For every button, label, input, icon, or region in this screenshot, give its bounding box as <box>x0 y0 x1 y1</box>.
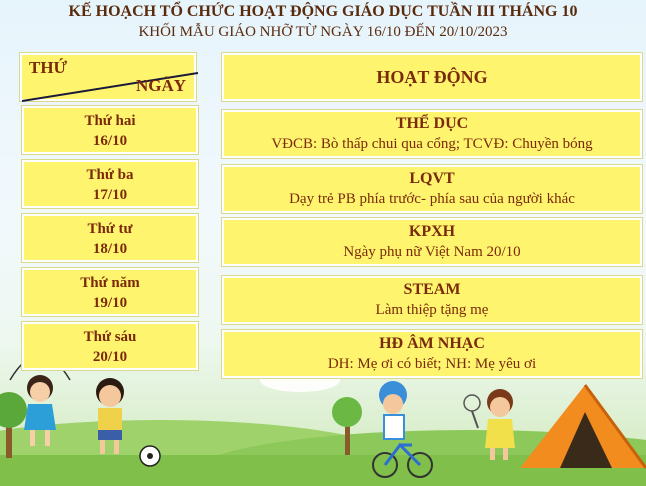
date-label: 20/10 <box>92 349 128 365</box>
activity-name: THỂ DỤC <box>395 115 469 132</box>
day-cell-friday <box>22 322 198 370</box>
activity-cell-friday <box>222 330 642 378</box>
date-label: 19/10 <box>92 295 128 311</box>
activity-name: KPXH <box>408 223 456 240</box>
day-label: Thứ năm <box>80 275 140 291</box>
date-label: 16/10 <box>92 133 128 149</box>
activity-name: STEAM <box>403 281 461 298</box>
day-label: Thứ ba <box>86 167 134 183</box>
activity-detail: Làm thiệp tặng mẹ <box>375 302 489 318</box>
day-label: Thứ sáu <box>83 329 137 345</box>
day-label: Thứ tư <box>87 221 133 237</box>
activity-name: HĐ ÂM NHẠC <box>379 335 485 352</box>
header-ngay-label: NGÀY <box>135 76 186 95</box>
tent-icon <box>520 385 646 468</box>
activity-cell-wednesday <box>222 218 642 266</box>
activity-detail: DH: Mẹ ơi có biết; NH: Mẹ yêu ơi <box>327 356 537 372</box>
activity-cell-thursday <box>222 276 642 324</box>
day-cell-thursday <box>22 268 198 316</box>
activity-cell-monday <box>222 110 642 158</box>
activity-detail: Ngày phụ nữ Việt Nam 20/10 <box>343 244 521 260</box>
day-label: Thứ hai <box>84 113 136 129</box>
activity-name: LQVT <box>409 170 455 187</box>
header-thu-label: THỨ <box>29 58 68 77</box>
page-subtitle: KHỐI MẪU GIÁO NHỠ TỪ NGÀY 16/10 ĐẾN 20/10/2023 <box>138 24 508 40</box>
day-cell-wednesday <box>22 214 198 262</box>
page-title: KẾ HOẠCH TỔ CHỨC HOẠT ĐỘNG GIÁO DỤC TUẦN III THÁNG 10 <box>68 3 578 20</box>
activity-column-header: HOẠT ĐỘNG <box>222 53 642 101</box>
activity-cell-tuesday <box>222 165 642 213</box>
date-label: 17/10 <box>92 187 128 203</box>
date-label: 18/10 <box>92 241 128 257</box>
day-cell-monday <box>22 106 198 154</box>
activity-detail: VĐCB: Bò thấp chui qua cổng; TCVĐ: Chuyền bóng <box>271 136 593 152</box>
day-column-header <box>20 53 196 101</box>
day-cell-tuesday <box>22 160 198 208</box>
activity-detail: Dạy trẻ PB phía trước- phía sau của người khác <box>289 191 575 207</box>
